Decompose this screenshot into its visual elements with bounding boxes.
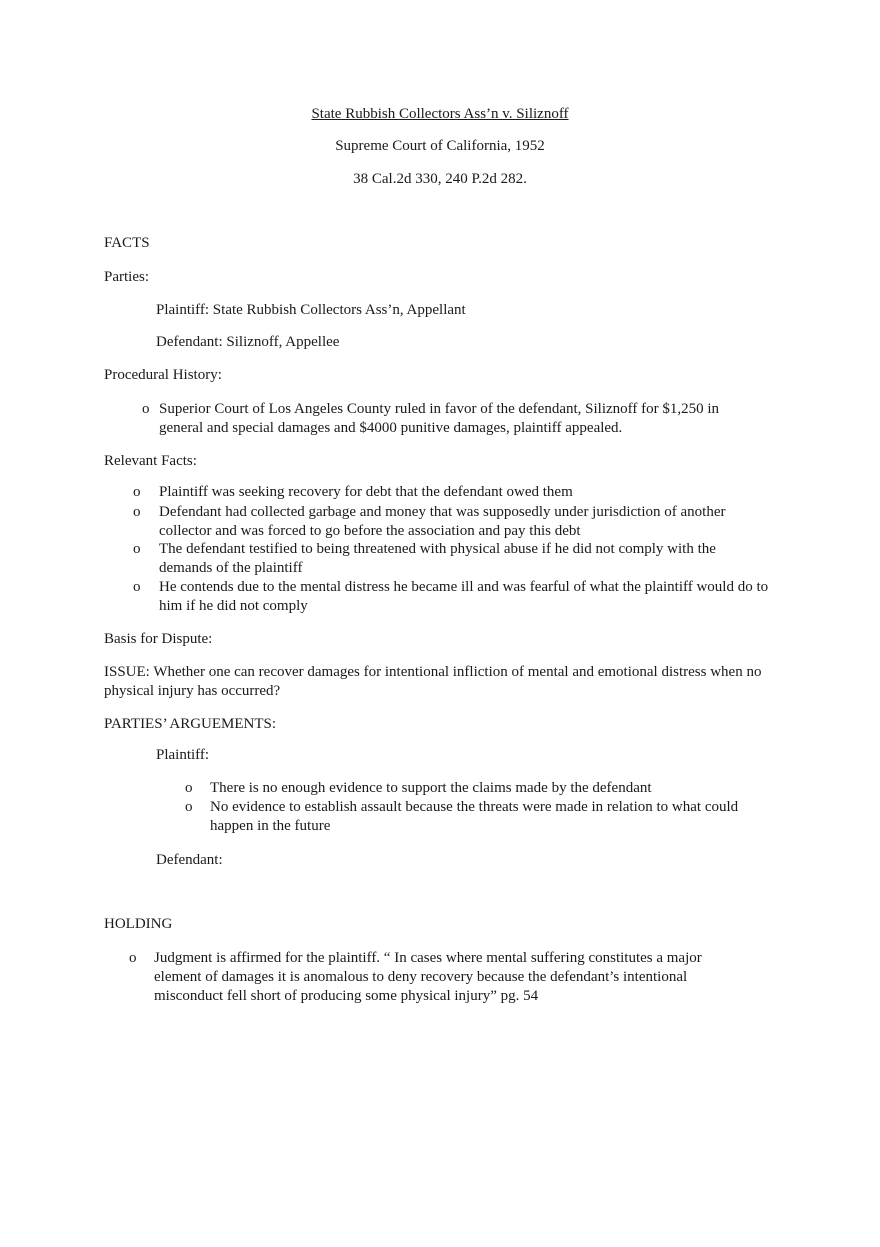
document-page: State Rubbish Collectors Ass’n v. Siliznoff Supreme Court of California, 1952 38 Cal.2d 330, 240 P.2d 282. FACTS Parties: Plaintiff: State Rubbish Collectors Ass’n, Appellant Defendant: Siliznoff, Appellee Procedural History: o Superior Court of Los Angeles County ruled in favor of the defendant, Siliznoff for $1,250 in general and special damages and $4000 punitive damages, plaintiff appealed. Relevant Facts: o Plaintiff was seeking recovery for debt that the defendant owed them o Defendant had collected garbage and money that was supposedly under jurisdiction of another collector and was forced to go before the association and pay this debt o The defendant testified to being threatened with physical abuse if he did not comply with the demands of the plaintiff o He contends due to the mental distress he became ill and was fearful of what the plaintiff would do to him if he did not comply Basis for Dispute: ISSUE: Whether one can recover damages for intentional infliction of mental and emotional distress when no physical injury has occurred? PARTIES’ ARGUEMENTS: Plaintiff: o There is no enough evidence to support the claims made by the defendant o No evidence to establish assault because the threats were made in relation to what could happen in the future Defendant: HOLDING o Judgment is affirmed for the plaintiff. “ In cases where mental suffering constitutes a major element of damages it is anomalous to deny recovery because the defendant’s intentional misconduct fell short of producing some physical injury” pg. 54 bbox=[0, 0, 880, 1247]
parties-arguments-heading: PARTIES’ ARGUEMENTS: bbox=[104, 716, 277, 732]
parties-label: Parties: bbox=[104, 269, 149, 285]
bullet-icon: o bbox=[185, 780, 193, 796]
holding-heading: HOLDING bbox=[104, 916, 173, 932]
issue-statement: ISSUE: Whether one can recover damages for intentional infliction of mental and emotional distress when no physical injury has occurred? bbox=[104, 664, 762, 699]
plaintiff-party: Plaintiff: State Rubbish Collectors Ass’n, Appellant bbox=[156, 302, 466, 318]
bullet-icon: o bbox=[133, 484, 141, 500]
bullet-icon: o bbox=[133, 541, 141, 557]
basis-for-dispute-label: Basis for Dispute: bbox=[104, 631, 213, 647]
bullet-icon: o bbox=[133, 504, 141, 520]
plaintiff-arguments-label: Plaintiff: bbox=[156, 747, 210, 763]
procedural-history-label: Procedural History: bbox=[104, 367, 222, 383]
bullet-icon: o bbox=[129, 950, 137, 966]
case-title: State Rubbish Collectors Ass’n v. Siliznoff bbox=[311, 106, 569, 122]
defendant-party: Defendant: Siliznoff, Appellee bbox=[156, 334, 340, 350]
bullet-icon: o bbox=[133, 579, 141, 595]
court-name: Supreme Court of California, 1952 bbox=[335, 138, 545, 154]
relevant-facts-label: Relevant Facts: bbox=[104, 453, 197, 469]
defendant-arguments-label: Defendant: bbox=[156, 852, 223, 868]
case-citation: 38 Cal.2d 330, 240 P.2d 282. bbox=[353, 171, 527, 187]
bullet-icon: o bbox=[185, 799, 193, 815]
bullet-icon: o bbox=[142, 401, 150, 417]
facts-heading: FACTS bbox=[104, 235, 150, 251]
